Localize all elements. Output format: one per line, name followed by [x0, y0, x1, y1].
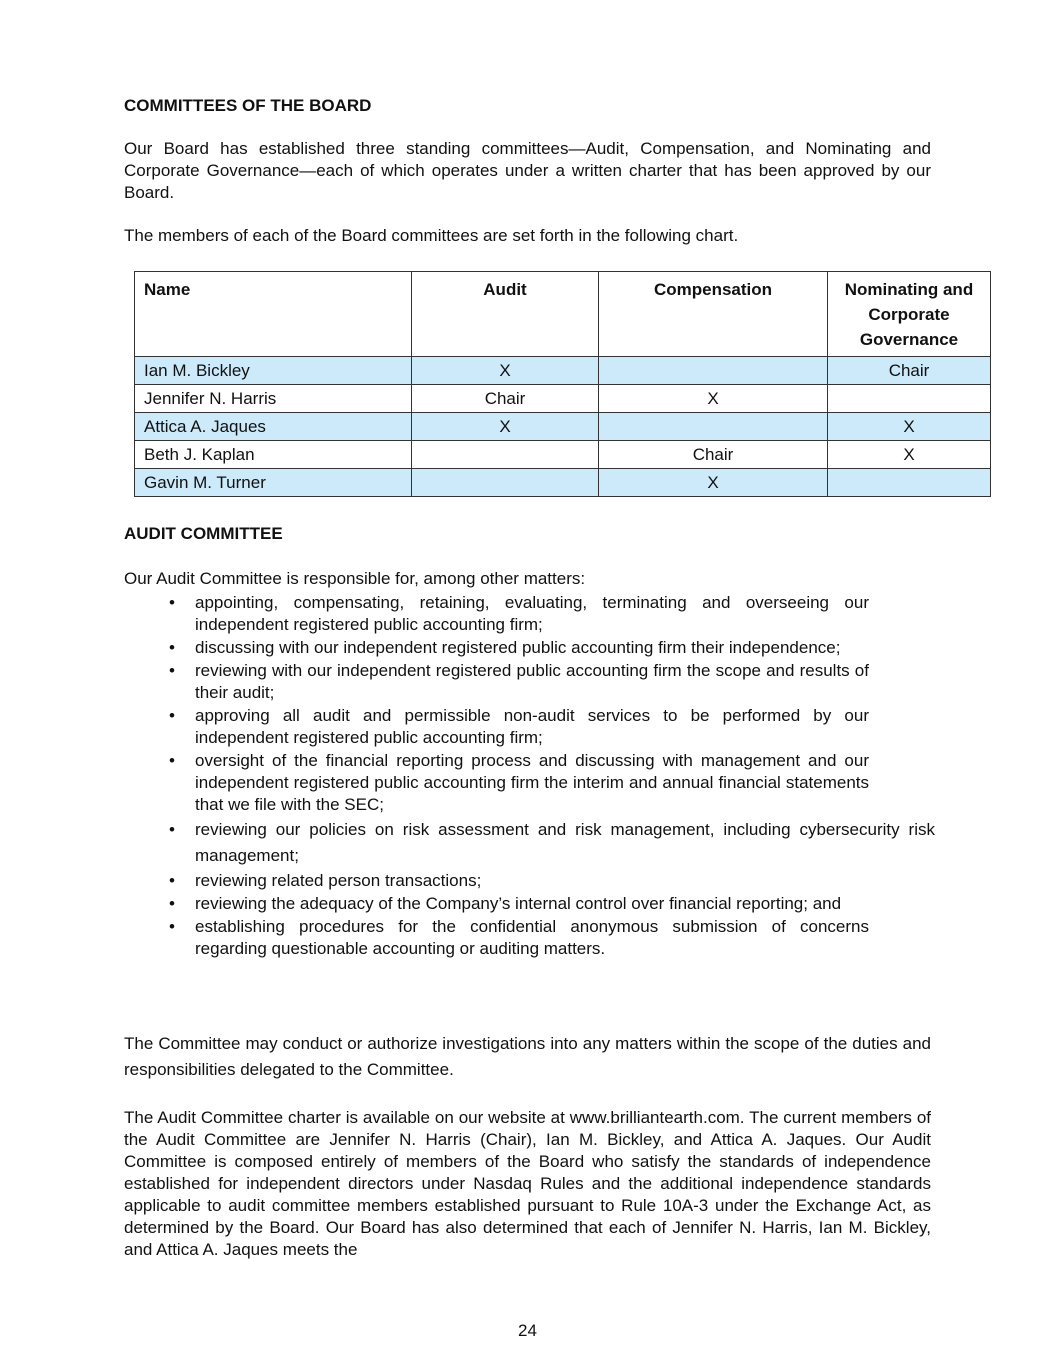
bullet-icon: •	[169, 593, 175, 612]
cell-nominating	[828, 469, 991, 497]
column-header-audit: Audit	[412, 272, 599, 357]
column-header-nominating: Nominating and Corporate Governance	[828, 272, 991, 357]
cell-name: Gavin M. Turner	[135, 469, 412, 497]
audit-committee-heading: AUDIT COMMITTEE	[124, 524, 283, 543]
cell-compensation	[599, 357, 828, 385]
bullet-icon: •	[169, 706, 175, 725]
table-row	[135, 357, 991, 385]
list-item	[169, 705, 869, 749]
cell-name: Ian M. Bickley	[135, 357, 412, 385]
bullet-icon: •	[169, 751, 175, 770]
list-item	[169, 660, 869, 704]
table-row	[135, 441, 991, 469]
list-item	[169, 870, 869, 892]
list-item	[169, 750, 869, 816]
column-header-name: Name	[135, 272, 412, 357]
list-item	[169, 817, 935, 869]
list-item-text: establishing procedures for the confidential anonymous submission of concerns regarding questionable accounting or auditing matters.	[195, 917, 869, 958]
cell-nominating	[828, 385, 991, 413]
list-item-text: oversight of the financial reporting process and discussing with management and our independent registered public accounting firm the interim and annual financial statements that we file with the SEC;	[195, 751, 869, 814]
bullet-icon: •	[169, 917, 175, 936]
investigations-paragraph: The Committee may conduct or authorize investigations into any matters within the scope of the duties and responsibilities delegated to the Committee.	[124, 1034, 931, 1079]
table-row	[135, 413, 991, 441]
cell-compensation: X	[599, 469, 828, 497]
bullet-icon: •	[169, 638, 175, 657]
bullet-icon: •	[169, 871, 175, 890]
cell-nominating: X	[828, 441, 991, 469]
cell-audit: X	[412, 357, 599, 385]
committee-members-table	[134, 271, 991, 497]
document-page	[124, 96, 974, 1259]
list-item-text: appointing, compensating, retaining, evaluating, terminating and overseeing our independent registered public accounting firm;	[195, 593, 869, 634]
audit-responsibilities-list	[169, 592, 935, 961]
table-row	[135, 469, 991, 497]
cell-compensation	[599, 413, 828, 441]
cell-audit: X	[412, 413, 599, 441]
cell-name: Beth J. Kaplan	[135, 441, 412, 469]
page-number: 24	[518, 1321, 537, 1340]
cell-compensation: Chair	[599, 441, 828, 469]
committees-intro-paragraph: Our Board has established three standing committees—Audit, Compensation, and Nominating and Corporate Governance—each of which operates under a written charter that has been approved by our Board.	[124, 139, 931, 202]
cell-nominating: X	[828, 413, 991, 441]
cell-name: Attica A. Jaques	[135, 413, 412, 441]
bullet-icon: •	[169, 661, 175, 680]
list-item	[169, 916, 869, 960]
list-item-text: reviewing our policies on risk assessment and risk management, including cybersecurity risk management;	[195, 820, 935, 865]
list-item-text: reviewing the adequacy of the Company’s internal control over financial reporting; and	[195, 894, 842, 913]
table-header-row	[135, 272, 991, 357]
list-item	[169, 893, 869, 915]
cell-audit: Chair	[412, 385, 599, 413]
list-item	[169, 637, 869, 659]
committees-heading: COMMITTEES OF THE BOARD	[124, 96, 372, 115]
bullet-icon: •	[169, 894, 175, 913]
list-item-text: reviewing with our independent registered public accounting firm the scope and results of their audit;	[195, 661, 869, 702]
cell-nominating: Chair	[828, 357, 991, 385]
charter-paragraph: The Audit Committee charter is available on our website at www.brilliantearth.com. The current members of the Audit Committee are Jennifer N. Harris (Chair), Ian M. Bickley, and Attica A. Jaques. Our Audit Committee is composed entirely of members of the Board who satisfy the standards of independence established for independent directors under Nasdaq Rules and the additional independence standards applicable to audit committee members established pursuant to Rule 10A-3 under the Exchange Act, as determined by the Board. Our Board has also determined that each of Jennifer N. Harris, Ian M. Bickley, and Attica A. Jaques meets the	[124, 1108, 931, 1259]
cell-audit	[412, 441, 599, 469]
list-item-text: discussing with our independent registered public accounting firm their independence;	[195, 638, 841, 657]
list-item-text: approving all audit and permissible non-audit services to be performed by our independent registered public accounting firm;	[195, 706, 869, 747]
column-header-compensation: Compensation	[599, 272, 828, 357]
table-row	[135, 385, 991, 413]
list-item	[169, 592, 869, 636]
cell-audit	[412, 469, 599, 497]
bullet-icon: •	[169, 820, 175, 839]
cell-compensation: X	[599, 385, 828, 413]
cell-name: Jennifer N. Harris	[135, 385, 412, 413]
chart-intro-paragraph: The members of each of the Board committees are set forth in the following chart.	[124, 226, 739, 245]
list-item-text: reviewing related person transactions;	[195, 871, 482, 890]
audit-committee-intro: Our Audit Committee is responsible for, among other matters:	[124, 569, 586, 588]
